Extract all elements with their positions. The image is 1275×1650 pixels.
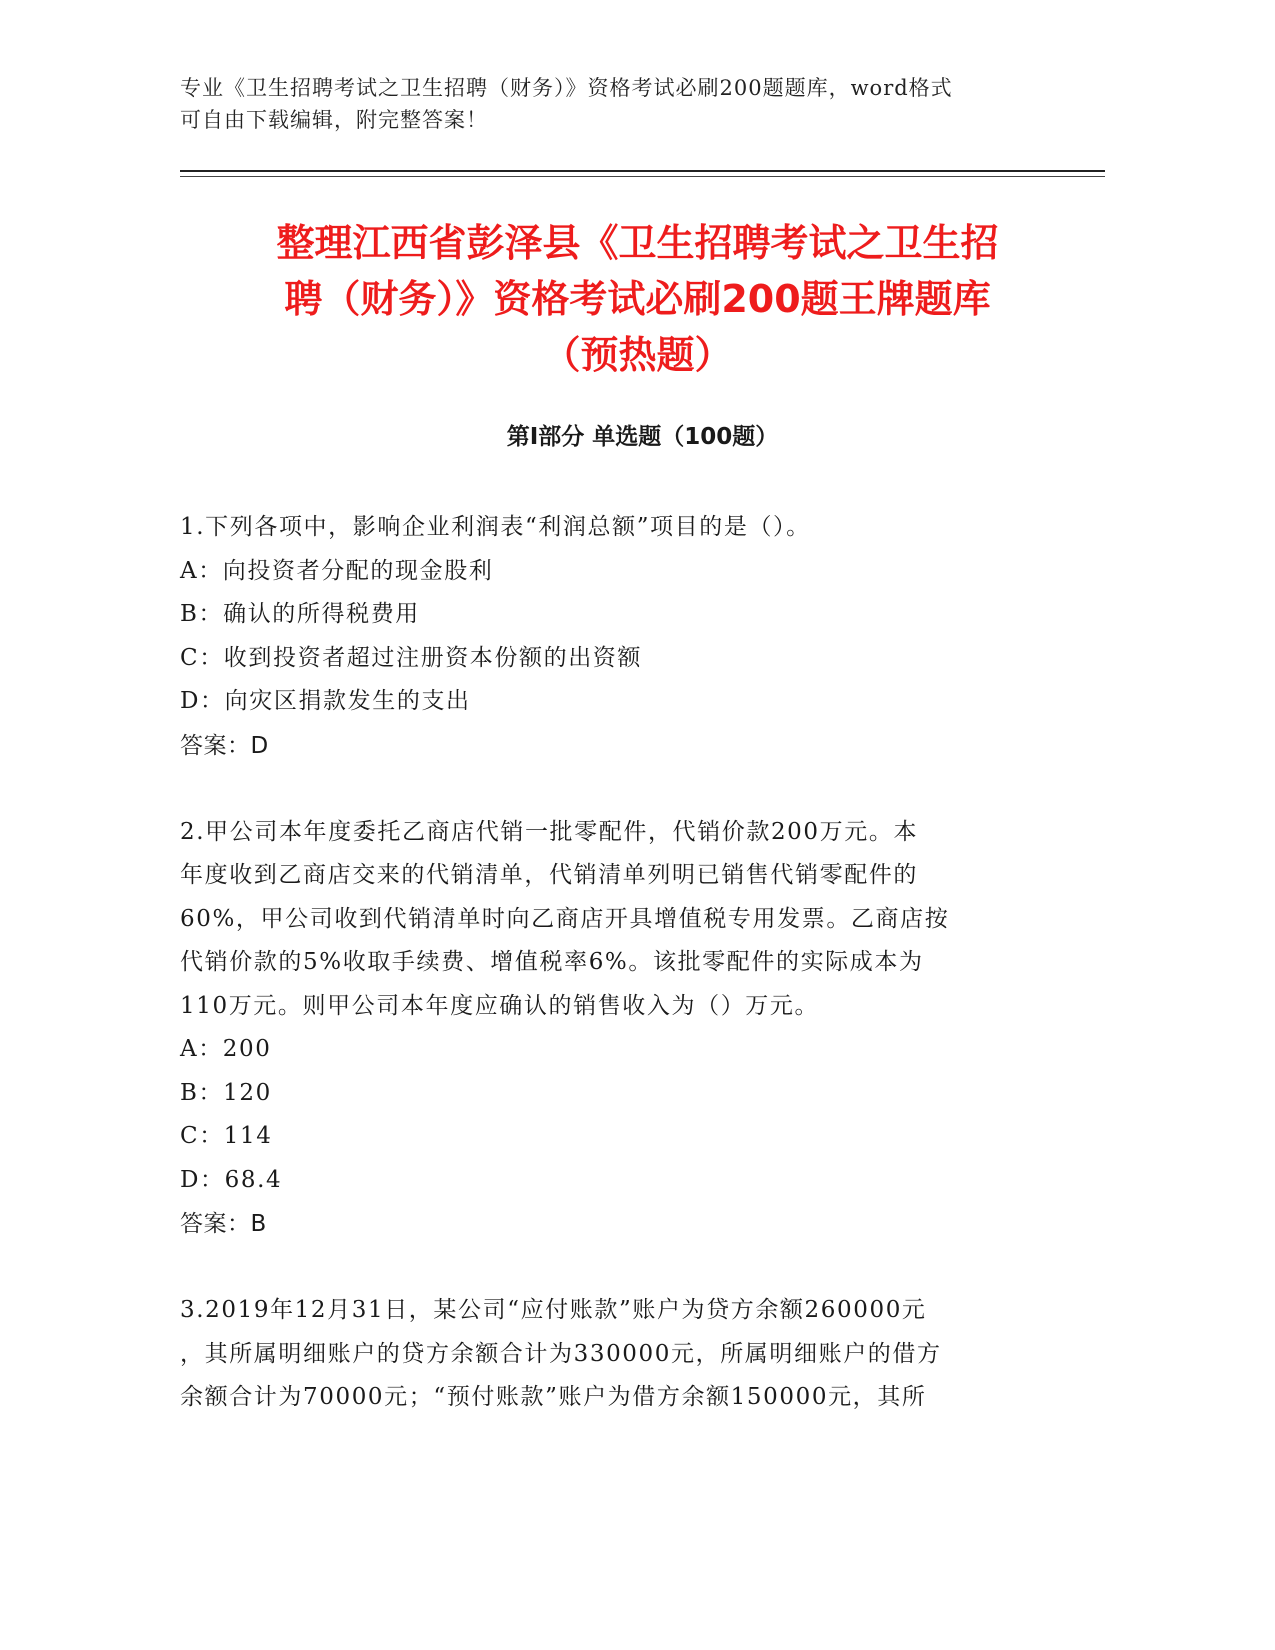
header-divider-thick [180, 170, 1105, 172]
option-b: B：120 [180, 1079, 272, 1106]
question-1 [180, 506, 1060, 768]
option-b: B：确认的所得税费用 [180, 601, 420, 627]
document-title [160, 215, 1115, 383]
header-divider-thin [180, 176, 1105, 177]
option-a: A：200 [180, 1036, 272, 1062]
document-title-line-2: 聘（财务）》资格考试必刷200题王牌题库 [284, 277, 991, 321]
option-c: C：收到投资者超过注册资本份额的出资额 [180, 644, 642, 671]
header-note-line-1: 专业《卫生招聘考试之卫生招聘（财务）》资格考试必刷200题题库，word格式 [180, 76, 953, 100]
question-stem-line: 代销价款的5%收取手续费、增值税率6%。该批零配件的实际成本为 [180, 949, 924, 975]
question-2 [180, 811, 1060, 1247]
question-stem-line: 年度收到乙商店交来的代销清单，代销清单列明已销售代销零配件的 [180, 862, 918, 888]
option-c: C：114 [180, 1123, 273, 1149]
question-stem-line: ，其所属明细账户的贷方余额合计为330000元，所属明细账户的借方 [180, 1340, 942, 1367]
question-3 [180, 1289, 1060, 1420]
question-stem-line: 3.2019年12月31日，某公司“应付账款”账户为贷方余额260000元 [180, 1297, 927, 1323]
question-stem-line: 余额合计为70000元；“预付账款”账户为借方余额150000元，其所 [180, 1384, 927, 1410]
question-stem-line: 60%，甲公司收到代销清单时向乙商店开具增值税专用发票。乙商店按 [180, 905, 950, 932]
document-title-line-1: 整理江西省彭泽县《卫生招聘考试之卫生招 [276, 221, 999, 265]
header-note [180, 72, 1100, 136]
option-a: A：向投资者分配的现金股利 [180, 557, 494, 584]
option-d: D：向灾区捐款发生的支出 [180, 688, 471, 714]
question-stem-line: 1.下列各项中，影响企业利润表“利润总额”项目的是（）。 [180, 514, 811, 540]
answer: 答案：B [180, 1211, 267, 1237]
question-stem-line: 2.甲公司本年度委托乙商店代销一批零配件，代销价款200万元。本 [180, 818, 919, 845]
question-list [180, 506, 1060, 1463]
document-title-line-3: （预热题） [542, 333, 733, 377]
option-d: D：68.4 [180, 1166, 283, 1193]
section-title: 第I部分 单选题（100题） [506, 424, 779, 450]
question-stem-line: 110万元。则甲公司本年度应确认的销售收入为（）万元。 [180, 992, 820, 1019]
header-note-line-2: 可自由下载编辑，附完整答案！ [180, 108, 488, 132]
answer: 答案：D [180, 732, 269, 759]
